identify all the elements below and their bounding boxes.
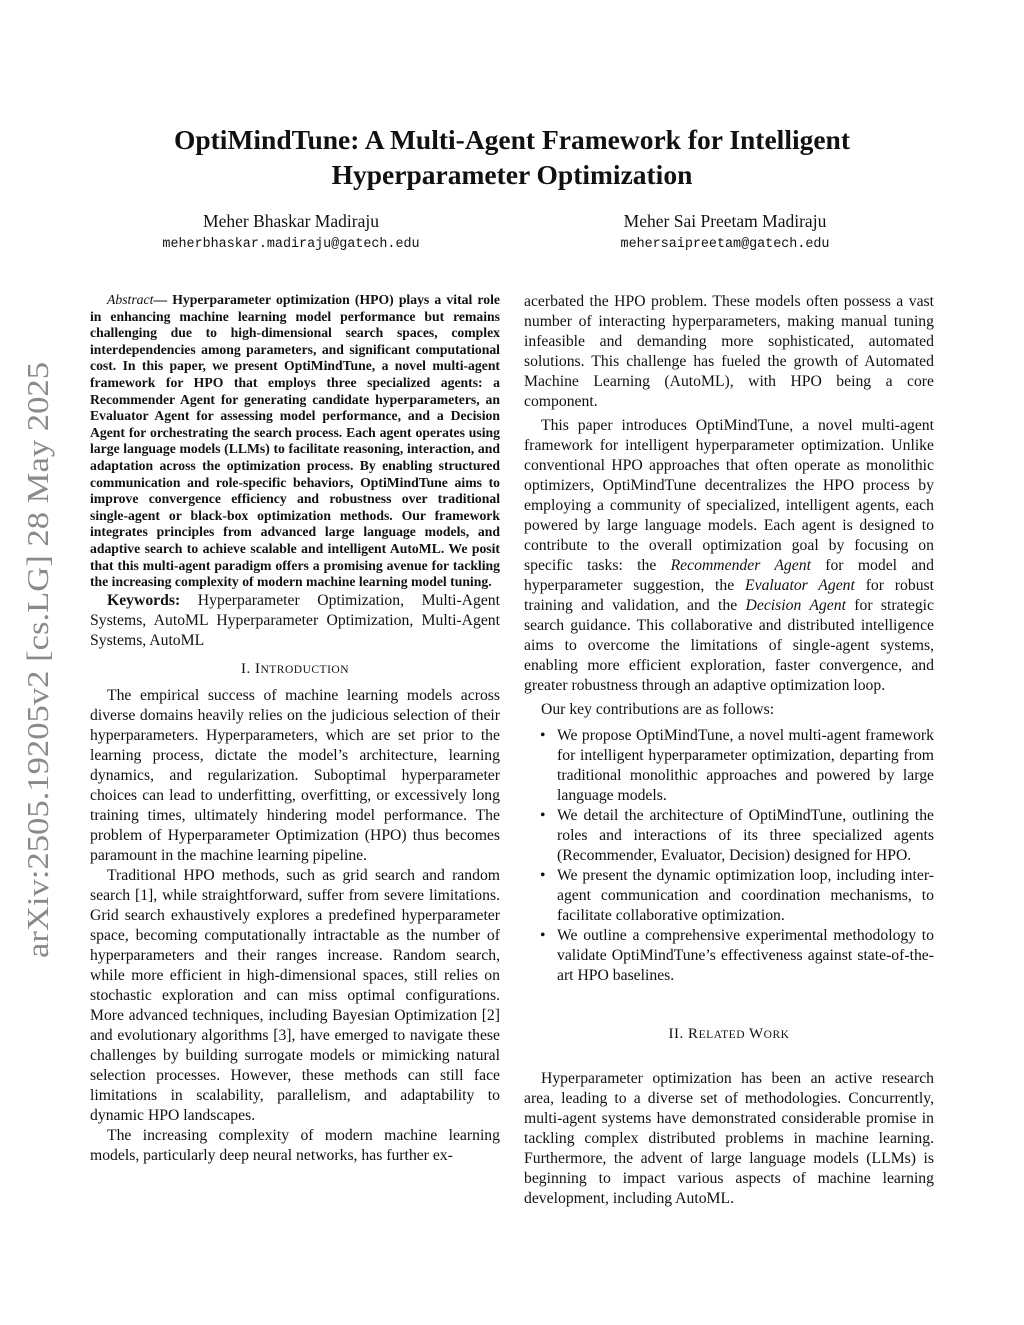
abstract bbox=[90, 292, 500, 591]
abstract-label: Abstract bbox=[107, 292, 154, 307]
arxiv-stamp bbox=[10, 360, 58, 960]
intro-paragraph-3-start: The increasing complexity of modern machine learning models, particularly deep neural networks, has further ex- bbox=[90, 1126, 500, 1164]
list-item bbox=[540, 806, 934, 866]
list-item-text: We outline a comprehensive experimental methodology to validate OptiMindTune’s effectiveness against state-of-the-art HPO baselines. bbox=[557, 927, 934, 984]
section-title-initial: I bbox=[254, 660, 261, 677]
section-number: II. bbox=[668, 1026, 684, 1042]
section-title-initial: W bbox=[748, 1026, 764, 1042]
list-item-text: We present the dynamic optimization loop, including inter-agent communication and coordination mechanisms, to facilitate collaborative optimization. bbox=[557, 867, 934, 924]
contributions-list bbox=[524, 726, 934, 986]
related-work-paragraph-1: Hyperparameter optimization has been an active research area, leading to a diverse set of methodologies. Concurrently, multi-agent systems have demonstrated considerable promise in tackling complex distributed problems in machine learning. Furthermore, the advent of large language models (LLMs) is beginning to impact various aspects of machine learning development, including AutoML. bbox=[524, 1070, 934, 1207]
author-email: mehersaipreetam@gatech.edu bbox=[620, 237, 830, 252]
arxiv-stamp-text: arXiv:2505.19205v2 [cs.LG] 28 May 2025 bbox=[20, 424, 55, 958]
title-line-2: Hyperparameter Optimization bbox=[331, 159, 693, 190]
section-heading-introduction bbox=[90, 659, 500, 680]
list-item bbox=[540, 926, 934, 986]
keywords bbox=[90, 591, 500, 651]
keywords-label: Keywords: bbox=[107, 591, 181, 609]
left-column bbox=[90, 292, 500, 1166]
right-column bbox=[524, 292, 934, 1209]
keywords-text: Hyperparameter Optimization, Multi-Agent Systems, AutoML Hyperparameter Optimization, Multi-Agent Systems, AutoML bbox=[90, 591, 501, 649]
bullet: • bbox=[540, 867, 546, 884]
decision-agent-term: Decision Agent bbox=[745, 597, 846, 614]
intro-paragraph-3-cont: acerbated the HPO problem. These models often possess a vast number of interacting hyperparameters, making manual tuning infeasible and demanding more sophisticated, automated solutions. This challenge has fueled the growth of Automated Machine Learning (AutoML), with HPO being a core component. bbox=[524, 293, 934, 410]
author-email: meherbhaskar.madiraju@gatech.edu bbox=[162, 237, 420, 252]
author-block-2 bbox=[515, 208, 935, 256]
paper-title bbox=[110, 122, 914, 192]
bullet: • bbox=[540, 807, 546, 824]
list-item-text: We propose OptiMindTune, a novel multi-agent framework for intelligent hyperparameter optimization, departing from traditional monolithic approaches and powered by large language models. bbox=[557, 727, 934, 804]
author-name: Meher Sai Preetam Madiraju bbox=[623, 211, 827, 231]
text-run: for robust training and validation, and the bbox=[524, 577, 935, 614]
section-heading-related-work bbox=[524, 1024, 934, 1045]
evaluator-agent-term: Evaluator Agent bbox=[745, 577, 855, 594]
intro-paragraph-2: Traditional HPO methods, such as grid search and random search [1], while straightforward, suffer from severe limitations. Grid search exhaustively explores a predefined hyperparameter space, becoming computationally intractable as the number of hyperparameters and their ranges increase. Random search, while more efficient in high-dimensional spaces, still relies on stochastic exploration and can miss optimal configurations. More advanced techniques, including Bayesian Optimization [2] and evolutionary algorithms [3], have emerged to navigate these challenges by building surrogate models or mimicking natural selection processes. However, these methods can still face limitations in scalability, parallelism, and adaptability to dynamic HPO landscapes. bbox=[90, 866, 500, 1124]
bullet: • bbox=[540, 927, 546, 944]
list-item bbox=[540, 726, 934, 806]
section-number: I. bbox=[240, 660, 251, 677]
intro-paragraph-1: The empirical success of machine learning models across diverse domains heavily relies on the judicious selection of their hyperparameters. Hyperparameters, which are set prior to the learning process, dictate the model’s architecture, learning dynamics, and regularization. Suboptimal hyperparameter choices can lead to underfitting, overfitting, or excessively long training times, ultimately hindering model performance. The problem of Hyperparameter Optimization (HPO) thus becomes paramount in the machine learning pipeline. bbox=[90, 686, 500, 864]
text-run: This paper introduces OptiMindTune, a novel multi-agent framework for intelligent hyperparameter optimization. Unlike conventional HPO approaches that often operate as monolithic optimizers, OptiMindTune decentralizes the HPO process by employing a community of specialized, intelligent agents, each powered by large language models. Each agent is designed to contribute to the overall optimization goal by focusing on specific tasks: the bbox=[524, 417, 934, 574]
list-item bbox=[540, 866, 934, 926]
recommender-agent-term: Recommender Agent bbox=[670, 557, 811, 574]
text-run: for model and hyperparameter suggestion, the bbox=[524, 557, 934, 594]
abstract-text: — Hyperparameter optimization (HPO) plays a vital role in enhancing machine learning model performance but remains challenging due to high-dimensional search spaces, complex interdependencies among parameters, and significant computational cost. In this paper, we present OptiMindTune, a novel multi-agent framework for HPO that employs three specialized agents: a Recommender Agent for generating candidate hyperparameters, an Evaluator Agent for assessing model performance, and a Decision Agent for orchestrating the search process. Each agent operates using large language models (LLMs) to facilitate reasoning, interaction, and adaptation across the optimization process. By enabling structured communication and role-specific behaviors, OptiMindTune aims to improve convergence efficiency and robustness over traditional single-agent or black-box optimization methods. Our framework integrates principles from advanced large language models, and adaptive search to achieve scalable and intelligent AutoML. We posit that this multi-agent paradigm offers a promising avenue for tackling the increasing complexity of modern machine learning model tuning. bbox=[90, 292, 500, 590]
list-item-text: We detail the architecture of OptiMindTune, outlining the roles and interactions of its three specialized agents (Recommender, Evaluator, Decision) designed for HPO. bbox=[557, 807, 934, 864]
author-name: Meher Bhaskar Madiraju bbox=[203, 211, 379, 231]
title-line-1: OptiMindTune: A Multi-Agent Framework for Intelligent bbox=[173, 124, 851, 155]
section-title-initial: R bbox=[688, 1026, 699, 1042]
contributions-intro: Our key contributions are as follows: bbox=[541, 701, 775, 718]
text-run: for strategic search guidance. This collaborative and distributed intelligence aims to overcome the limitations of single-agent systems, enabling more efficient exploration, faster convergence, and greater robustness through an adaptive optimization loop. bbox=[524, 597, 935, 694]
author-block-1 bbox=[81, 208, 501, 256]
section-title-rest: ORK bbox=[763, 1029, 790, 1041]
bullet: • bbox=[540, 727, 546, 744]
section-title-rest: ELATED bbox=[698, 1029, 745, 1041]
intro-paragraph-4 bbox=[524, 416, 934, 696]
section-title-rest: NTRODUCTION bbox=[260, 663, 350, 676]
